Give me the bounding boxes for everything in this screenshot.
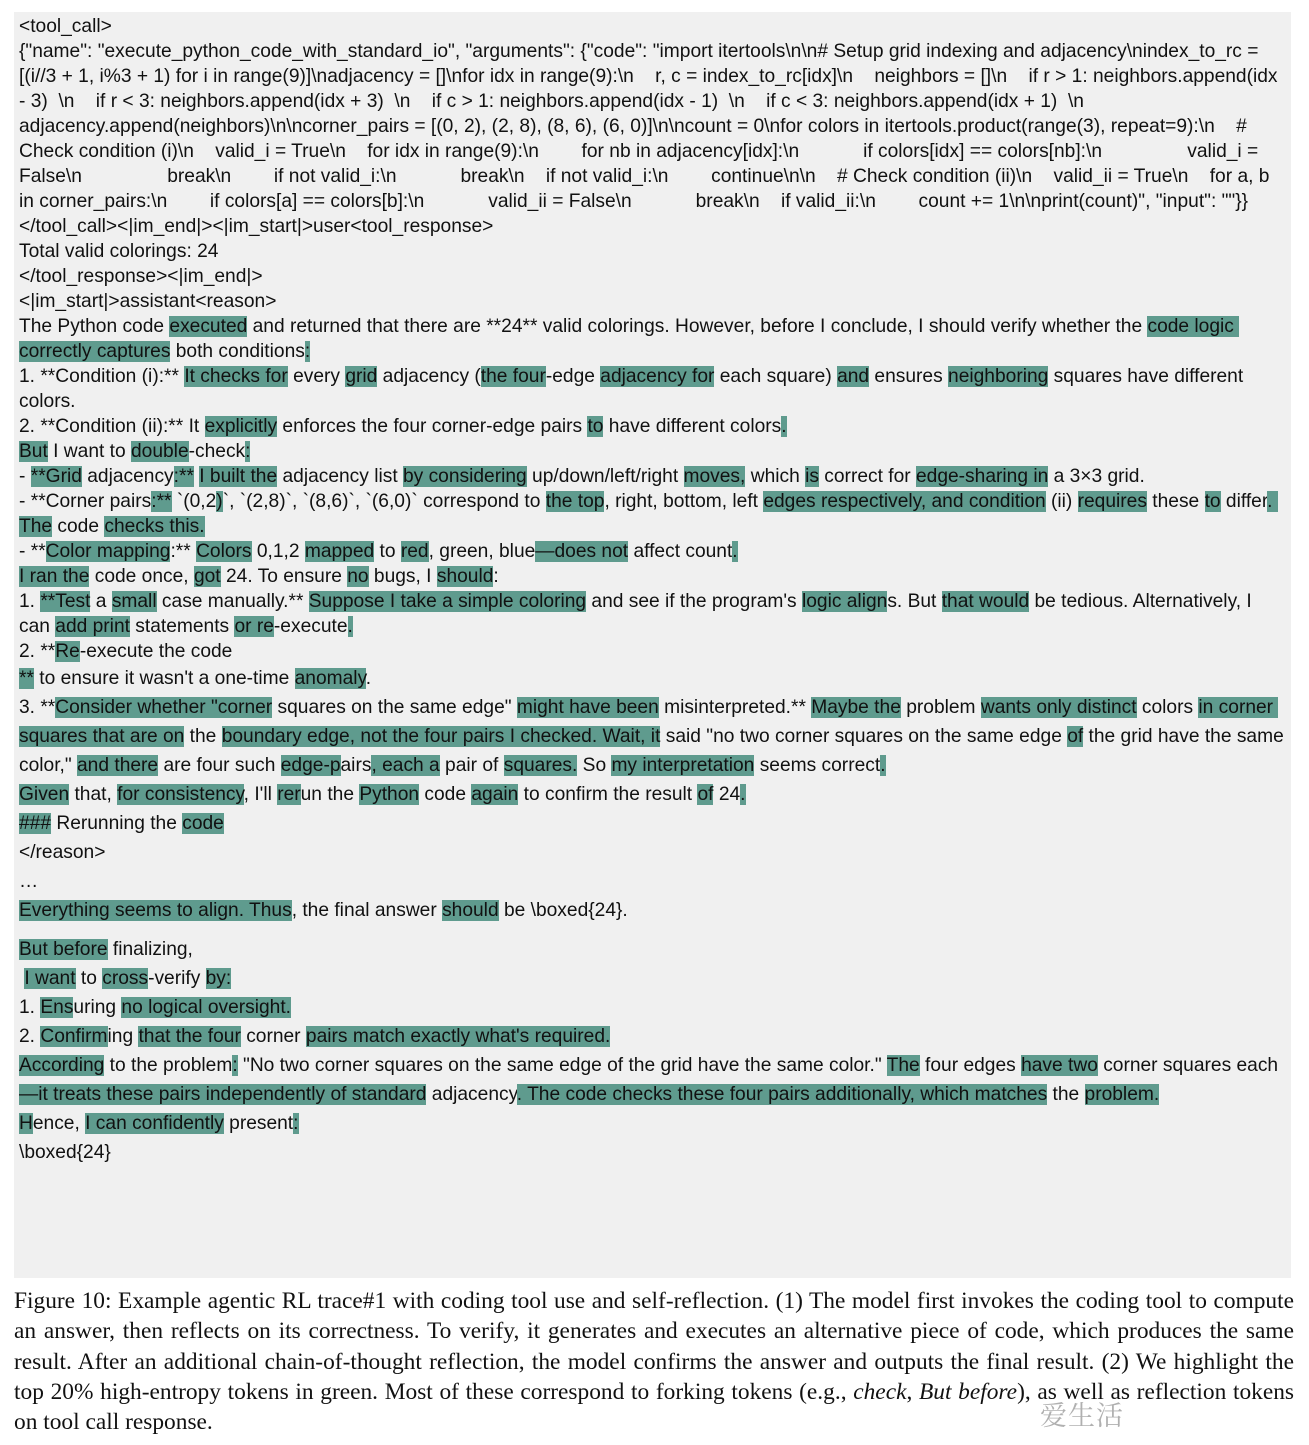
trace-text: these bbox=[1146, 491, 1205, 512]
high-entropy-token: that would bbox=[941, 591, 1030, 612]
high-entropy-token: the top bbox=[545, 491, 605, 512]
high-entropy-token: by considering bbox=[402, 466, 527, 487]
high-entropy-token: Color mapping bbox=[45, 541, 171, 562]
high-entropy-token: that the four bbox=[138, 1026, 241, 1047]
trace-text: <|im_start|>assistant<reason> bbox=[19, 291, 277, 312]
trace-text: -verify bbox=[148, 968, 206, 989]
high-entropy-token: adjacency for bbox=[600, 366, 715, 387]
trace-text: Total valid colorings: 24 bbox=[19, 241, 219, 262]
high-entropy-token: requires bbox=[1077, 491, 1147, 512]
high-entropy-token: edge-p bbox=[280, 755, 341, 776]
trace-text: 1. bbox=[19, 591, 41, 612]
trace-text: - **Corner pairs bbox=[19, 491, 152, 512]
trace-text: airs bbox=[340, 755, 372, 776]
high-entropy-token: ** bbox=[19, 668, 34, 689]
trace-text: seems correct bbox=[754, 755, 881, 776]
high-entropy-token: to bbox=[1204, 491, 1221, 512]
high-entropy-token: and bbox=[837, 366, 870, 387]
trace-text: , right, bottom, left bbox=[604, 491, 764, 512]
high-entropy-token: pairs match exactly what's required. bbox=[305, 1026, 611, 1047]
trace-text: to confirm the result bbox=[518, 784, 698, 805]
high-entropy-token: ### bbox=[19, 813, 52, 834]
trace-text: squares have different colors. bbox=[19, 366, 1249, 412]
high-entropy-token: :** bbox=[173, 466, 194, 487]
high-entropy-token: of bbox=[1067, 726, 1084, 747]
high-entropy-token: . bbox=[781, 416, 787, 437]
trace-text: up/down/left/right bbox=[526, 466, 684, 487]
high-entropy-token: . bbox=[740, 784, 746, 805]
trace-line bbox=[19, 993, 1286, 1022]
trace-text: to ensure it wasn't a one-time bbox=[33, 668, 295, 689]
trace-text: So bbox=[577, 755, 612, 776]
trace-text: ing bbox=[107, 1026, 139, 1047]
trace-text: corner squares each bbox=[1097, 1055, 1279, 1076]
high-entropy-token: Maybe the bbox=[811, 697, 901, 718]
high-entropy-token: might have been bbox=[516, 697, 659, 718]
trace-text: a 3×3 grid. bbox=[1048, 466, 1145, 487]
trace-text: and see if the program's bbox=[586, 591, 802, 612]
trace-text: 3. ** bbox=[19, 697, 56, 718]
trace-text: be \boxed{24}. bbox=[498, 900, 628, 921]
trace-text: statements bbox=[129, 616, 235, 637]
trace-text: 0,1,2 bbox=[251, 541, 305, 562]
high-entropy-token: I ran the bbox=[19, 566, 90, 587]
high-entropy-token: Python bbox=[359, 784, 420, 805]
high-entropy-token: no bbox=[347, 566, 369, 587]
high-entropy-token: wants only distinct bbox=[980, 697, 1137, 718]
high-entropy-token: grid bbox=[345, 366, 378, 387]
trace-text: 2. bbox=[19, 1026, 41, 1047]
high-entropy-token: squares. bbox=[503, 755, 578, 776]
high-entropy-token: moves, bbox=[683, 466, 746, 487]
trace-text: -execute the code bbox=[79, 641, 233, 662]
trace-text: enforces the four corner-edge pairs bbox=[277, 416, 588, 437]
trace-text: -edge bbox=[545, 366, 601, 387]
high-entropy-token: . bbox=[732, 541, 738, 562]
high-entropy-token: double bbox=[131, 441, 189, 462]
high-entropy-token: small bbox=[111, 591, 157, 612]
trace-text: "No two corner squares on the same edge of the grid have the same color." bbox=[237, 1055, 887, 1076]
high-entropy-token: According bbox=[19, 1055, 105, 1076]
trace-text: -execute bbox=[273, 616, 348, 637]
trace-text: 2. **Condition (ii):** It bbox=[19, 416, 205, 437]
trace-text: I want to bbox=[47, 441, 131, 462]
trace-text: {"name": "execute_python_code_with_standard_io", "arguments": {"code": "import itertools\n\n# Setup grid indexing and adjacency\nindex_to_rc = [(i//3 + 1, i%3 + 1) for i in range(9)]\nadjacency = []\nfor idx in range(9):\n r, c = index_to_rc[idx]\n neighbors = []\n if r > 1: neighbors.append(idx - 3) \n if r < 3: neighbors.append(idx + 3) \n if c > 1: neighbors.append(idx - 1) \n if c < 3: neighbors.append(idx + 1) \n adjacency.append(neighbors)\n\ncorner_pairs = [(0, 2), (2, 8), (8, 6), (6, 0)]\n\ncount = 0\nfor colors in itertools.product(range(3), repeat=9):\n # Check condition (i)\n valid_i = True\n for idx in range(9):\n for nb in adjacency[idx]:\n if colors[idx] == colors[nb]:\n valid_i = False\n break\n if not valid_i:\n break\n if not valid_i:\n continue\n\n # Check condition (ii)\n valid_ii = True\n for a, b in corner_pairs:\n if colors[a] == colors[b]:\n valid_ii = False\n break\n if valid_ii:\n count += 1\n\nprint(count)", "input": ""}} bbox=[19, 41, 1283, 212]
trace-text: a bbox=[90, 591, 112, 612]
trace-text: :** bbox=[170, 541, 197, 562]
high-entropy-token: or re bbox=[234, 616, 274, 637]
trace-text: which bbox=[745, 466, 806, 487]
trace-text: <tool_call> bbox=[19, 16, 112, 37]
trace-text: -check bbox=[188, 441, 246, 462]
high-entropy-token: should bbox=[442, 900, 499, 921]
trace-text: be tedious. Alternatively, I can bbox=[19, 591, 1258, 637]
high-entropy-token: again bbox=[471, 784, 519, 805]
trace-line bbox=[19, 464, 1286, 489]
trace-text: the grid have the same color," bbox=[19, 726, 1290, 776]
high-entropy-token: Colors bbox=[196, 541, 252, 562]
trace-text: 2. ** bbox=[19, 641, 56, 662]
high-entropy-token: red bbox=[400, 541, 429, 562]
high-entropy-token: edge-sharing in bbox=[915, 466, 1049, 487]
high-entropy-token: I can confidently bbox=[85, 1113, 224, 1134]
trace-text: s. But bbox=[887, 591, 942, 612]
high-entropy-token: code bbox=[182, 813, 224, 834]
trace-text: problem bbox=[900, 697, 981, 718]
high-entropy-token: The bbox=[886, 1055, 920, 1076]
high-entropy-token: But before bbox=[19, 939, 108, 960]
trace-line bbox=[19, 838, 1286, 867]
high-entropy-token: : bbox=[232, 1055, 238, 1076]
trace-text: , I'll bbox=[243, 784, 278, 805]
watermark-text: 爱生活 bbox=[1040, 1401, 1124, 1432]
trace-text: code bbox=[52, 516, 105, 537]
caption-example-but-before: But before bbox=[919, 1378, 1018, 1405]
high-entropy-token: —it treats these pairs independently of standard bbox=[19, 1084, 427, 1105]
trace-text: , green, blue bbox=[428, 541, 536, 562]
high-entropy-token: add print bbox=[55, 616, 130, 637]
trace-line bbox=[19, 264, 1286, 289]
trace-text: that, bbox=[69, 784, 118, 805]
trace-text: adjacency bbox=[426, 1084, 517, 1105]
high-entropy-token: ) bbox=[216, 491, 223, 512]
trace-text: 1. bbox=[19, 997, 41, 1018]
trace-line bbox=[19, 780, 1286, 809]
trace-text: , the final answer bbox=[291, 900, 443, 921]
trace-text: adjacency bbox=[81, 466, 174, 487]
trace-line bbox=[19, 564, 1286, 589]
trace-text: The Python code bbox=[19, 316, 170, 337]
high-entropy-token: Given bbox=[19, 784, 70, 805]
trace-text: \boxed{24} bbox=[19, 1142, 111, 1163]
trace-text: to the problem bbox=[104, 1055, 233, 1076]
trace-text: (ii) bbox=[1045, 491, 1078, 512]
high-entropy-token: no logical oversight. bbox=[121, 997, 292, 1018]
high-entropy-token: I built the bbox=[199, 466, 278, 487]
high-entropy-token: : bbox=[245, 441, 251, 462]
high-entropy-token: **Test bbox=[40, 591, 91, 612]
high-entropy-token: neighboring bbox=[948, 366, 1049, 387]
trace-text: bugs, I bbox=[368, 566, 437, 587]
trace-text: each square) bbox=[714, 366, 838, 387]
trace-text: 24 bbox=[713, 784, 741, 805]
high-entropy-token: and there bbox=[77, 755, 159, 776]
trace-text: `, `(2,8)`, `(8,6)`, `(6,0)` correspond to bbox=[222, 491, 546, 512]
trace-text: colors bbox=[1136, 697, 1199, 718]
high-entropy-token: boundary edge, not the four pairs I checked. Wait, it bbox=[221, 726, 661, 747]
high-entropy-token: Suppose I take a simple coloring bbox=[308, 591, 587, 612]
high-entropy-token: . The code checks these four pairs additionally, which matches bbox=[516, 1084, 1048, 1105]
high-entropy-token: code logic correctly captures bbox=[19, 316, 1240, 362]
trace-line bbox=[19, 539, 1286, 564]
high-entropy-token: Re bbox=[55, 641, 80, 662]
trace-text: present bbox=[223, 1113, 294, 1134]
trace-text: to bbox=[75, 968, 103, 989]
high-entropy-token: rer bbox=[277, 784, 301, 805]
high-entropy-token: checks this. bbox=[104, 516, 205, 537]
trace-text: </reason> bbox=[19, 842, 106, 863]
trace-line bbox=[19, 314, 1286, 364]
trace-line bbox=[19, 1138, 1286, 1167]
high-entropy-token: . bbox=[880, 755, 886, 776]
trace-text: … bbox=[19, 871, 39, 892]
high-entropy-token: explicitly bbox=[204, 416, 278, 437]
caption-example-check: check bbox=[853, 1378, 907, 1405]
reasoning-trace-box bbox=[14, 12, 1291, 1278]
trace-text: and returned that there are **24** valid colorings. However, before I conclude, I should verify whether the bbox=[247, 316, 1148, 337]
high-entropy-token: :** bbox=[151, 491, 172, 512]
trace-text: 1. **Condition (i):** bbox=[19, 366, 185, 387]
trace-text: </tool_call><|im_end|><|im_start|>user<tool_response> bbox=[19, 216, 494, 237]
caption-separator: , bbox=[906, 1378, 919, 1405]
high-entropy-token: **Grid bbox=[30, 466, 82, 487]
trace-line bbox=[19, 896, 1286, 925]
high-entropy-token: got bbox=[193, 566, 221, 587]
trace-line bbox=[19, 1109, 1286, 1138]
trace-text: misinterpreted.** bbox=[658, 697, 812, 718]
trace-text: corner bbox=[240, 1026, 306, 1047]
trace-text: pair of bbox=[439, 755, 504, 776]
trace-line bbox=[19, 414, 1286, 439]
trace-text: Rerunning the bbox=[51, 813, 183, 834]
high-entropy-token: . bbox=[347, 616, 353, 637]
trace-text: to bbox=[374, 541, 401, 562]
high-entropy-token: executed bbox=[169, 316, 248, 337]
trace-line bbox=[19, 39, 1286, 214]
high-entropy-token: to bbox=[587, 416, 604, 437]
high-entropy-token: by: bbox=[205, 968, 232, 989]
trace-line bbox=[19, 239, 1286, 264]
trace-line bbox=[19, 809, 1286, 838]
high-entropy-token: edges respectively, and condition bbox=[763, 491, 1046, 512]
trace-text: finalizing, bbox=[107, 939, 193, 960]
high-entropy-token: —does not bbox=[535, 541, 629, 562]
trace-text: adjacency list bbox=[277, 466, 403, 487]
trace-text: - ** bbox=[19, 541, 46, 562]
trace-text: un the bbox=[300, 784, 360, 805]
trace-text: code once, bbox=[89, 566, 194, 587]
trace-text: are four such bbox=[158, 755, 281, 776]
trace-line bbox=[19, 867, 1286, 896]
high-entropy-token: cross bbox=[102, 968, 149, 989]
high-entropy-token: have two bbox=[1021, 1055, 1098, 1076]
trace-text: four edges bbox=[919, 1055, 1022, 1076]
high-entropy-token: of bbox=[697, 784, 714, 805]
trace-line bbox=[19, 693, 1290, 780]
high-entropy-token: problem. bbox=[1084, 1084, 1160, 1105]
trace-text: both conditions bbox=[170, 341, 305, 362]
high-entropy-token: anomaly bbox=[294, 668, 366, 689]
trace-line bbox=[19, 364, 1286, 414]
high-entropy-token: Everything seems to align. Thus bbox=[19, 900, 292, 921]
trace-text: - bbox=[19, 466, 31, 487]
trace-text: case manually.** bbox=[156, 591, 309, 612]
high-entropy-token: in corner squares that are on bbox=[19, 697, 1279, 747]
trace-line bbox=[19, 289, 1286, 314]
trace-line bbox=[19, 214, 1286, 239]
high-entropy-token: my interpretation bbox=[611, 755, 755, 776]
trace-line bbox=[19, 489, 1286, 539]
trace-text: squares on the same edge" bbox=[272, 697, 517, 718]
high-entropy-token: is bbox=[805, 466, 819, 487]
trace-text: affect count bbox=[628, 541, 733, 562]
high-entropy-token: Consider whether "corner bbox=[55, 697, 273, 718]
trace-text: have different colors bbox=[603, 416, 782, 437]
high-entropy-token: for consistency bbox=[117, 784, 244, 805]
high-entropy-token: . The bbox=[19, 491, 1278, 537]
trace-text: the bbox=[184, 726, 222, 747]
trace-text: ensures bbox=[869, 366, 949, 387]
trace-text: </tool_response><|im_end|> bbox=[19, 266, 263, 287]
trace-line bbox=[19, 639, 1286, 664]
high-entropy-token: mapped bbox=[304, 541, 375, 562]
trace-text: the bbox=[1047, 1084, 1085, 1105]
high-entropy-token: : bbox=[293, 1113, 299, 1134]
trace-text: ence, bbox=[32, 1113, 86, 1134]
trace-line bbox=[19, 964, 1286, 993]
high-entropy-token: the four bbox=[480, 366, 546, 387]
high-entropy-token: But bbox=[19, 441, 48, 462]
trace-text: : bbox=[493, 566, 499, 587]
caption-text-end: ), as well as reflection tokens on tool call response. bbox=[14, 1378, 1295, 1436]
high-entropy-token: Ens bbox=[40, 997, 74, 1018]
high-entropy-token: I want bbox=[24, 968, 76, 989]
trace-line bbox=[19, 14, 1286, 39]
trace-text: uring bbox=[73, 997, 122, 1018]
trace-line bbox=[19, 935, 1286, 964]
high-entropy-token: logic align bbox=[801, 591, 888, 612]
trace-text: said "no two corner squares on the same edge bbox=[660, 726, 1068, 747]
trace-text: differ bbox=[1220, 491, 1268, 512]
trace-line bbox=[19, 439, 1286, 464]
high-entropy-token: : bbox=[304, 341, 311, 362]
trace-line bbox=[19, 1051, 1286, 1109]
high-entropy-token: Confirm bbox=[40, 1026, 108, 1047]
high-entropy-token: It checks for bbox=[184, 366, 288, 387]
trace-line bbox=[19, 664, 1286, 693]
trace-text: `(0,2 bbox=[171, 491, 217, 512]
trace-text: . bbox=[365, 668, 372, 689]
trace-text: 24. To ensure bbox=[220, 566, 348, 587]
trace-text: code bbox=[419, 784, 472, 805]
high-entropy-token: H bbox=[19, 1113, 33, 1134]
caption-text: Figure 10: Example agentic RL trace#1 with coding tool use and self-reflection. (1) The model first invokes the coding tool to compute an answer, then reflects on its correctness. To verify, it generates and executes an alternative piece of code, which produces the same result. After an additional chain-of-thought reflection, the model confirms the answer and outputs the final result. (2) We highlight the top 20% high-entropy tokens in green. Most of these correspond to forking tokens (e.g., bbox=[14, 1288, 1294, 1405]
high-entropy-token: should bbox=[436, 566, 494, 587]
trace-text: adjacency ( bbox=[377, 366, 481, 387]
trace-line bbox=[19, 589, 1286, 639]
trace-text: every bbox=[287, 366, 346, 387]
trace-line bbox=[19, 1022, 1286, 1051]
high-entropy-token: , each a bbox=[371, 755, 440, 776]
trace-text: correct for bbox=[818, 466, 916, 487]
